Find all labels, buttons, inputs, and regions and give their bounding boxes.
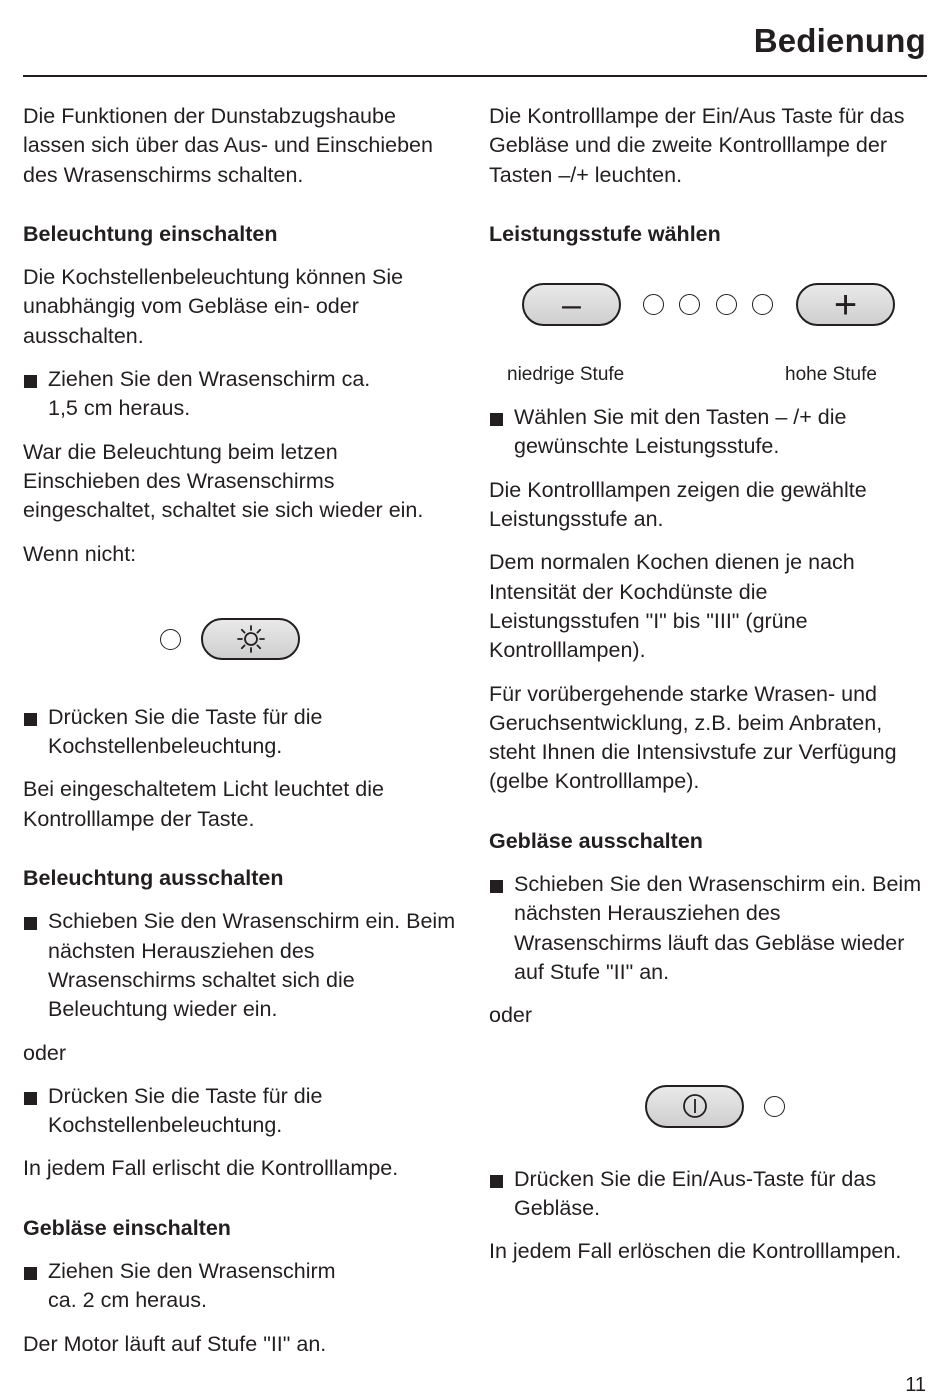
level-lamp-3 [716,294,737,315]
paragraph-light-lamp-on: Bei eingeschaltetem Licht leuchtet die Kontrolllampe der Taste. [23,777,384,831]
paragraph-lamp-off: In jedem Fall erlischt die Kontrolllampe. [23,1156,399,1181]
list-item [489,870,924,987]
list-item [489,1165,934,1224]
paragraph-normal-cooking: Dem normalen Kochen dienen je nach Intensität der Kochdünste die Leistungsstufen "I" bis "III" (grüne Kontrolllampen). [489,550,855,663]
list-item [23,703,443,762]
caption-low-level: niedrige Stufe [507,364,625,386]
heading-fan-on: Gebläse einschalten [23,1215,231,1240]
bullet-square-icon [490,413,503,426]
minus-label: – [562,285,581,324]
bullet-text: Drücken Sie die Ein/Aus-Taste für das Gebläse. [514,1166,877,1220]
bullet-square-icon [490,880,503,893]
bullet-square-icon [24,917,37,930]
paragraph-intensive: Für vorübergehende starke Wrasen- und Geruchsentwicklung, z.B. beim Anbraten, steht Ihnen die Intensivstufe zur Verfügung (gelbe Kontrolllampe). [489,681,897,794]
bullet-square-icon [24,375,37,388]
paragraph-if-not: Wenn nicht: [23,541,137,566]
paragraph-lamps: Die Kontrolllampe der Ein/Aus Taste für das Gebläse und die zweite Kontrolllampe der Tasten –/+ leuchten. [489,104,905,187]
page-title: Bedienung [753,22,926,59]
sun-icon [236,624,266,654]
power-indicator-lamp [764,1096,785,1117]
paragraph-light-independent: Die Kochstellenbeleuchtung können Sie unabhängig vom Gebläse ein- oder ausschalten. [23,265,404,348]
heading-level: Leistungsstufe wählen [489,221,721,246]
paragraph-or: oder [489,1003,533,1028]
caption-high-level: hohe Stufe [785,364,877,386]
level-lamp-2 [679,294,700,315]
bullet-square-icon [490,1175,503,1188]
bullet-text: 1,5 cm heraus. [48,396,191,421]
bullet-text: Schieben Sie den Wrasenschirm ein. Beim nächsten Herausziehen des Wrasenschirms schaltet sich die Beleuchtung wieder ein. [48,909,456,1022]
plus-label: + [833,282,858,327]
plus-button[interactable] [796,283,895,326]
light-button[interactable] [201,618,300,660]
bullet-square-icon [24,1092,37,1105]
heading-fan-off: Gebläse ausschalten [489,828,703,853]
list-item [23,907,458,1024]
page-number: 11 [905,1374,926,1395]
bullet-text: ca. 2 cm heraus. [48,1288,207,1313]
light-indicator-lamp [160,629,181,650]
list-item [23,1082,443,1141]
heading-light-off: Beleuchtung ausschalten [23,866,284,891]
paragraph-motor: Der Motor läuft auf Stufe "II" an. [23,1331,327,1356]
intro-paragraph: Die Funktionen der Dunstabzugshaube lassen sich über das Aus- und Einschieben des Wrasenschirms schalten. [23,104,433,187]
power-control-panel [489,1045,929,1165]
bullet-text: Ziehen Sie den Wrasenschirm [48,1259,336,1284]
paragraph-lamps-off: In jedem Fall erlöschen die Kontrolllampen. [489,1239,902,1264]
power-icon [681,1092,709,1120]
bullet-text: Drücken Sie die Taste für die Kochstellenbeleuchtung. [48,704,323,759]
level-lamp-1 [643,294,664,315]
minus-button[interactable] [522,283,621,326]
list-item [23,365,468,424]
paragraph-or: oder [23,1040,67,1065]
paragraph-was-on: War die Beleuchtung beim letzen Einschieben des Wrasenschirms eingeschaltet, schaltet sie sich wieder ein. [23,439,424,523]
bullet-text: Drücken Sie die Taste für die Kochstellenbeleuchtung. [48,1083,323,1138]
heading-light-on: Beleuchtung einschalten [23,221,278,246]
power-button[interactable] [645,1085,744,1128]
bullet-text: Wählen Sie mit den Tasten – /+ die gewünschte Leistungsstufe. [514,405,847,459]
left-column [23,102,468,1373]
header-rule [23,75,927,77]
bullet-text: Schieben Sie den Wrasenschirm ein. Beim nächsten Herausziehen des Wrasenschirms läuft das Gebläse wieder auf Stufe "II" an. [514,872,922,984]
bullet-square-icon [24,713,37,726]
bullet-square-icon [24,1267,37,1280]
level-control-panel [489,263,929,403]
light-control-panel [23,583,468,703]
list-item [489,403,904,462]
right-column [489,102,929,1280]
bullet-text: Ziehen Sie den Wrasenschirm ca. [48,367,371,392]
list-item [23,1257,468,1316]
paragraph-lamps-show: Die Kontrolllampen zeigen die gewählte Leistungsstufe an. [489,477,867,532]
level-lamp-4 [752,294,773,315]
